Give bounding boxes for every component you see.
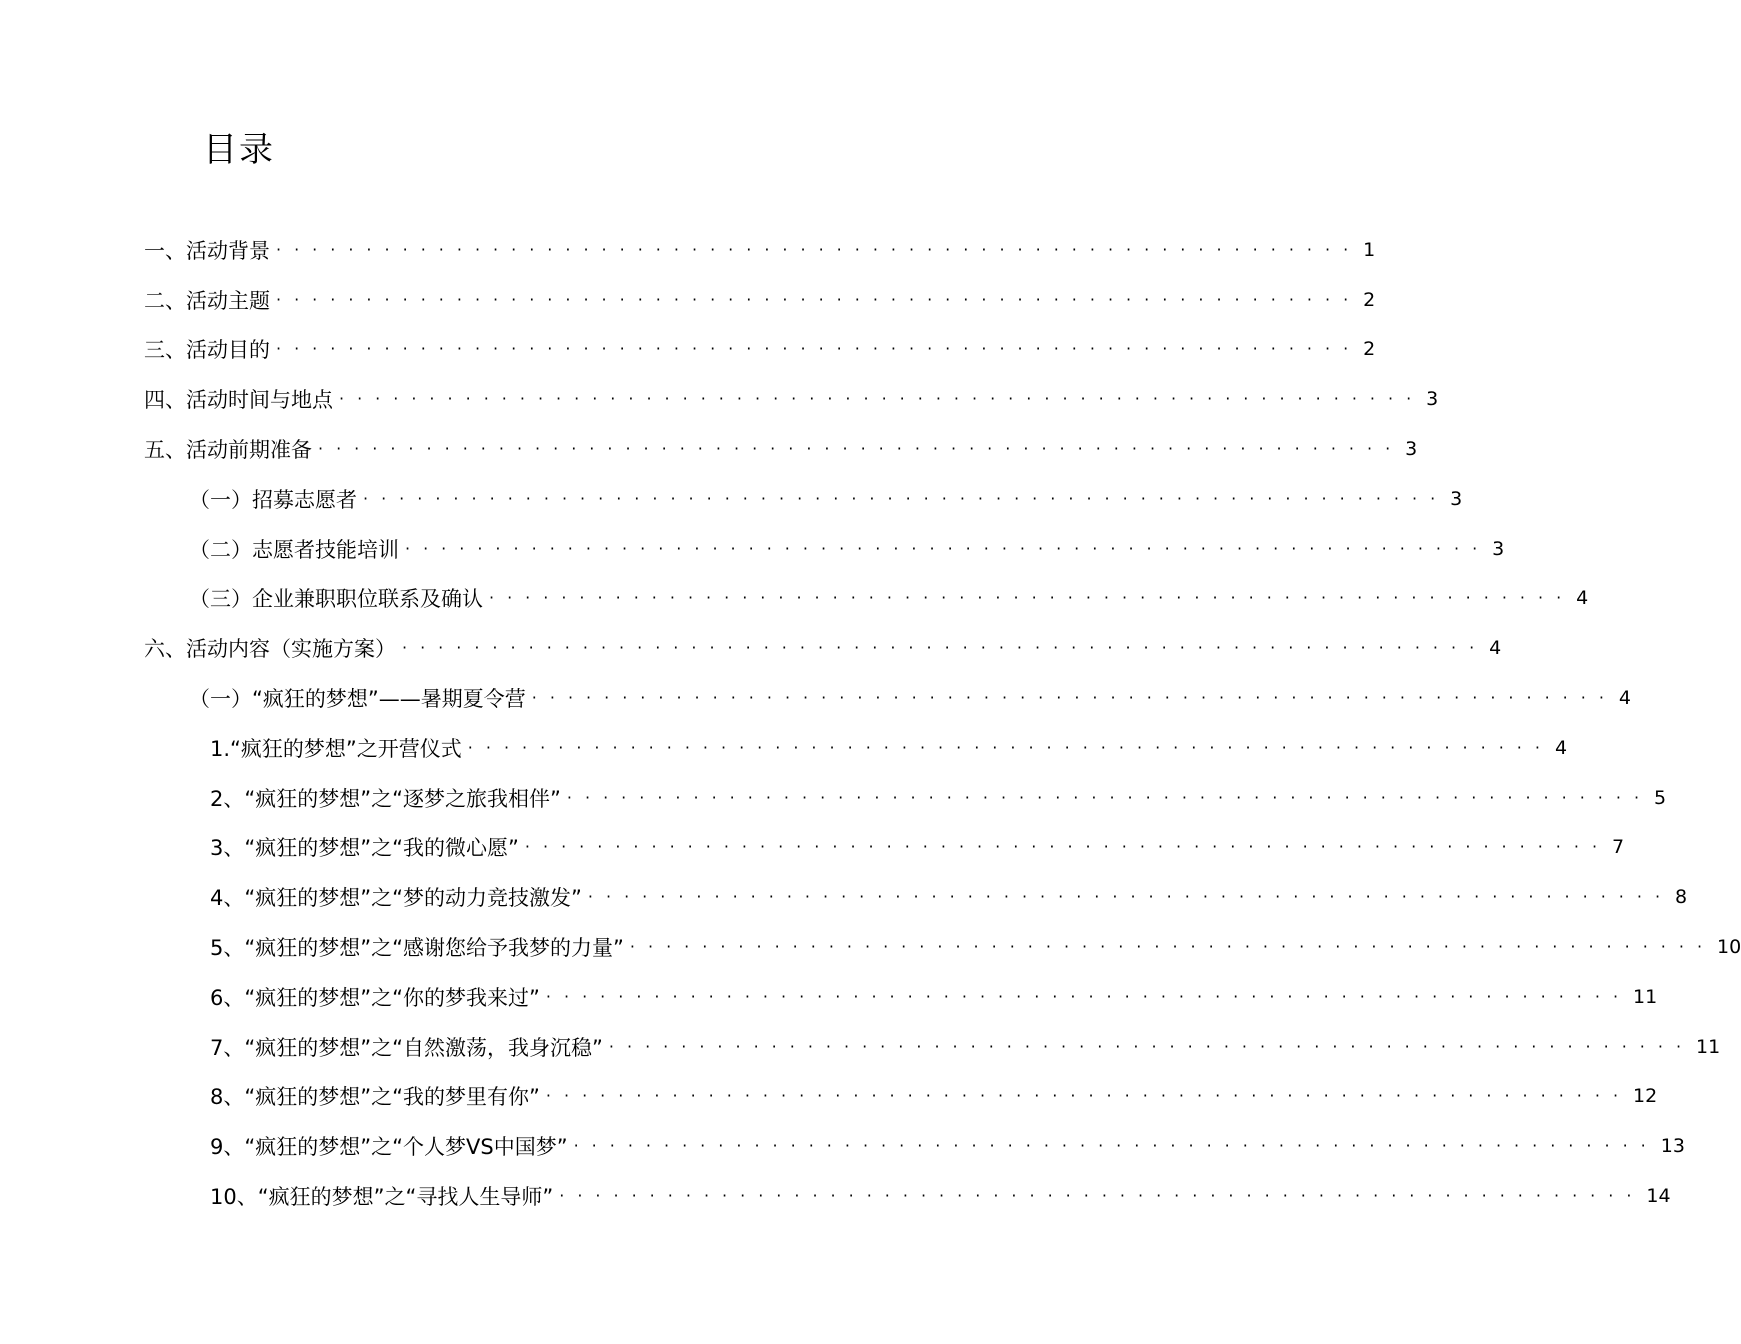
toc-entry[interactable] [0,823,1625,873]
toc-entry-page: 4 [1554,736,1568,759]
toc-entry[interactable] [0,723,1568,773]
toc-leader-dots: ···························································· [545,986,1632,1006]
toc-entry-label: 四、活动时间与地点 [144,388,333,413]
toc-entry[interactable] [0,1171,1671,1221]
toc-leader-dots: ···························································· [405,538,1491,558]
toc-entry[interactable] [0,1072,1658,1122]
toc-entry-label: 一、活动背景 [144,238,270,263]
toc-leader-dots: ···························································· [587,887,1674,907]
toc-entry-page: 4 [1576,587,1589,610]
toc-entry-page: 12 [1633,1085,1658,1108]
toc-entry-page: 3 [1426,388,1439,411]
toc-entry-page: 3 [1492,537,1505,560]
toc-entry-page: 2 [1363,288,1376,311]
toc-entry-page: 3 [1450,487,1463,510]
toc-leader-dots: ···························································· [276,239,1362,259]
toc-leader-dots: ···························································· [608,1036,1695,1056]
toc-entry-page: 2 [1363,338,1376,361]
toc-entry[interactable] [0,872,1688,922]
toc-leader-dots: ···························································· [276,339,1362,359]
toc-entry[interactable] [0,673,1632,723]
toc-entry-label: 3、“疯狂的梦想”之“我的微心愿” [210,836,519,861]
toc-entry[interactable] [0,325,1376,375]
toc-entry-page: 7 [1612,836,1625,859]
toc-entry-page: 11 [1696,1035,1721,1058]
toc-entry-label: 二、活动主题 [144,288,270,313]
toc-entry-label: （一）“疯狂的梦想”——暑期夏令营 [189,687,526,712]
toc-entry-label: 8、“疯狂的梦想”之“我的梦里有你” [210,1085,540,1110]
toc-entry-page: 5 [1654,786,1667,809]
toc-leader-dots: ···························································· [402,638,1488,658]
toc-entry-label: 三、活动目的 [144,338,270,363]
toc-leader-dots: ···························································· [531,688,1617,708]
toc-leader-dots: ···························································· [276,289,1362,309]
toc-entry-label: 五、活动前期准备 [144,438,312,463]
toc-entry-label: 6、“疯狂的梦想”之“你的梦我来过” [210,985,540,1010]
toc-entry-label: 9、“疯狂的梦想”之“个人梦VS中国梦” [210,1135,568,1160]
toc-entry-label: 5、“疯狂的梦想”之“感谢您给予我梦的力量” [210,936,624,961]
toc-entry-label: 1.“疯狂的梦想”之开营仪式 [210,736,462,761]
toc-entry[interactable] [0,972,1658,1022]
toc-leader-dots: ···························································· [363,488,1449,508]
toc-entry-label: 2、“疯狂的梦想”之“逐梦之旅我相伴” [210,786,561,811]
toc-entry[interactable] [0,524,1505,574]
toc-leader-dots: ···························································· [545,1086,1632,1106]
toc-entry-label: （二）志愿者技能培训 [189,537,399,562]
toc-entry[interactable] [0,1121,1685,1171]
toc-entry-page: 14 [1646,1185,1671,1208]
toc-entry[interactable] [0,1022,1721,1072]
toc-entry-page: 10 [1717,936,1741,959]
toc-leader-dots: ···························································· [489,588,1575,608]
toc-entry-page: 8 [1675,886,1688,909]
page-title: 目录 [203,130,275,170]
toc-leader-dots: ···························································· [566,787,1653,807]
toc-entry-label: （三）企业兼职职位联系及确认 [189,587,483,612]
table-of-contents [0,225,1741,1221]
toc-entry-label: （一）招募志愿者 [189,487,357,512]
toc-entry[interactable] [0,922,1741,972]
toc-leader-dots: ···························································· [339,389,1425,409]
toc-entry-page: 3 [1405,438,1418,461]
toc-leader-dots: ···························································· [318,439,1404,459]
toc-entry-page: 4 [1618,687,1632,710]
toc-entry[interactable] [0,574,1589,624]
toc-entry[interactable] [0,474,1463,524]
toc-entry-page: 4 [1489,637,1502,660]
toc-leader-dots: ···························································· [467,737,1553,757]
toc-entry-page: 11 [1633,985,1658,1008]
toc-leader-dots: ···························································· [559,1186,1645,1206]
toc-entry-page: 13 [1660,1135,1685,1158]
toc-entry[interactable] [0,773,1667,823]
toc-leader-dots: ···························································· [629,937,1716,957]
toc-entry[interactable] [0,275,1376,325]
toc-entry-page: 1 [1363,238,1376,261]
toc-entry-label: 7、“疯狂的梦想”之“自然激荡，我身沉稳” [210,1035,603,1060]
toc-entry[interactable] [0,623,1502,673]
toc-entry[interactable] [0,374,1439,424]
toc-entry[interactable] [0,225,1376,275]
toc-leader-dots: ···························································· [524,837,1611,857]
toc-entry-label: 六、活动内容（实施方案） [144,637,396,662]
toc-entry-label: 10、“疯狂的梦想”之“寻找人生导师” [210,1185,554,1210]
toc-leader-dots: ···························································· [573,1136,1659,1156]
toc-entry-label: 4、“疯狂的梦想”之“梦的动力竞技激发” [210,886,582,911]
toc-entry[interactable] [0,424,1418,474]
